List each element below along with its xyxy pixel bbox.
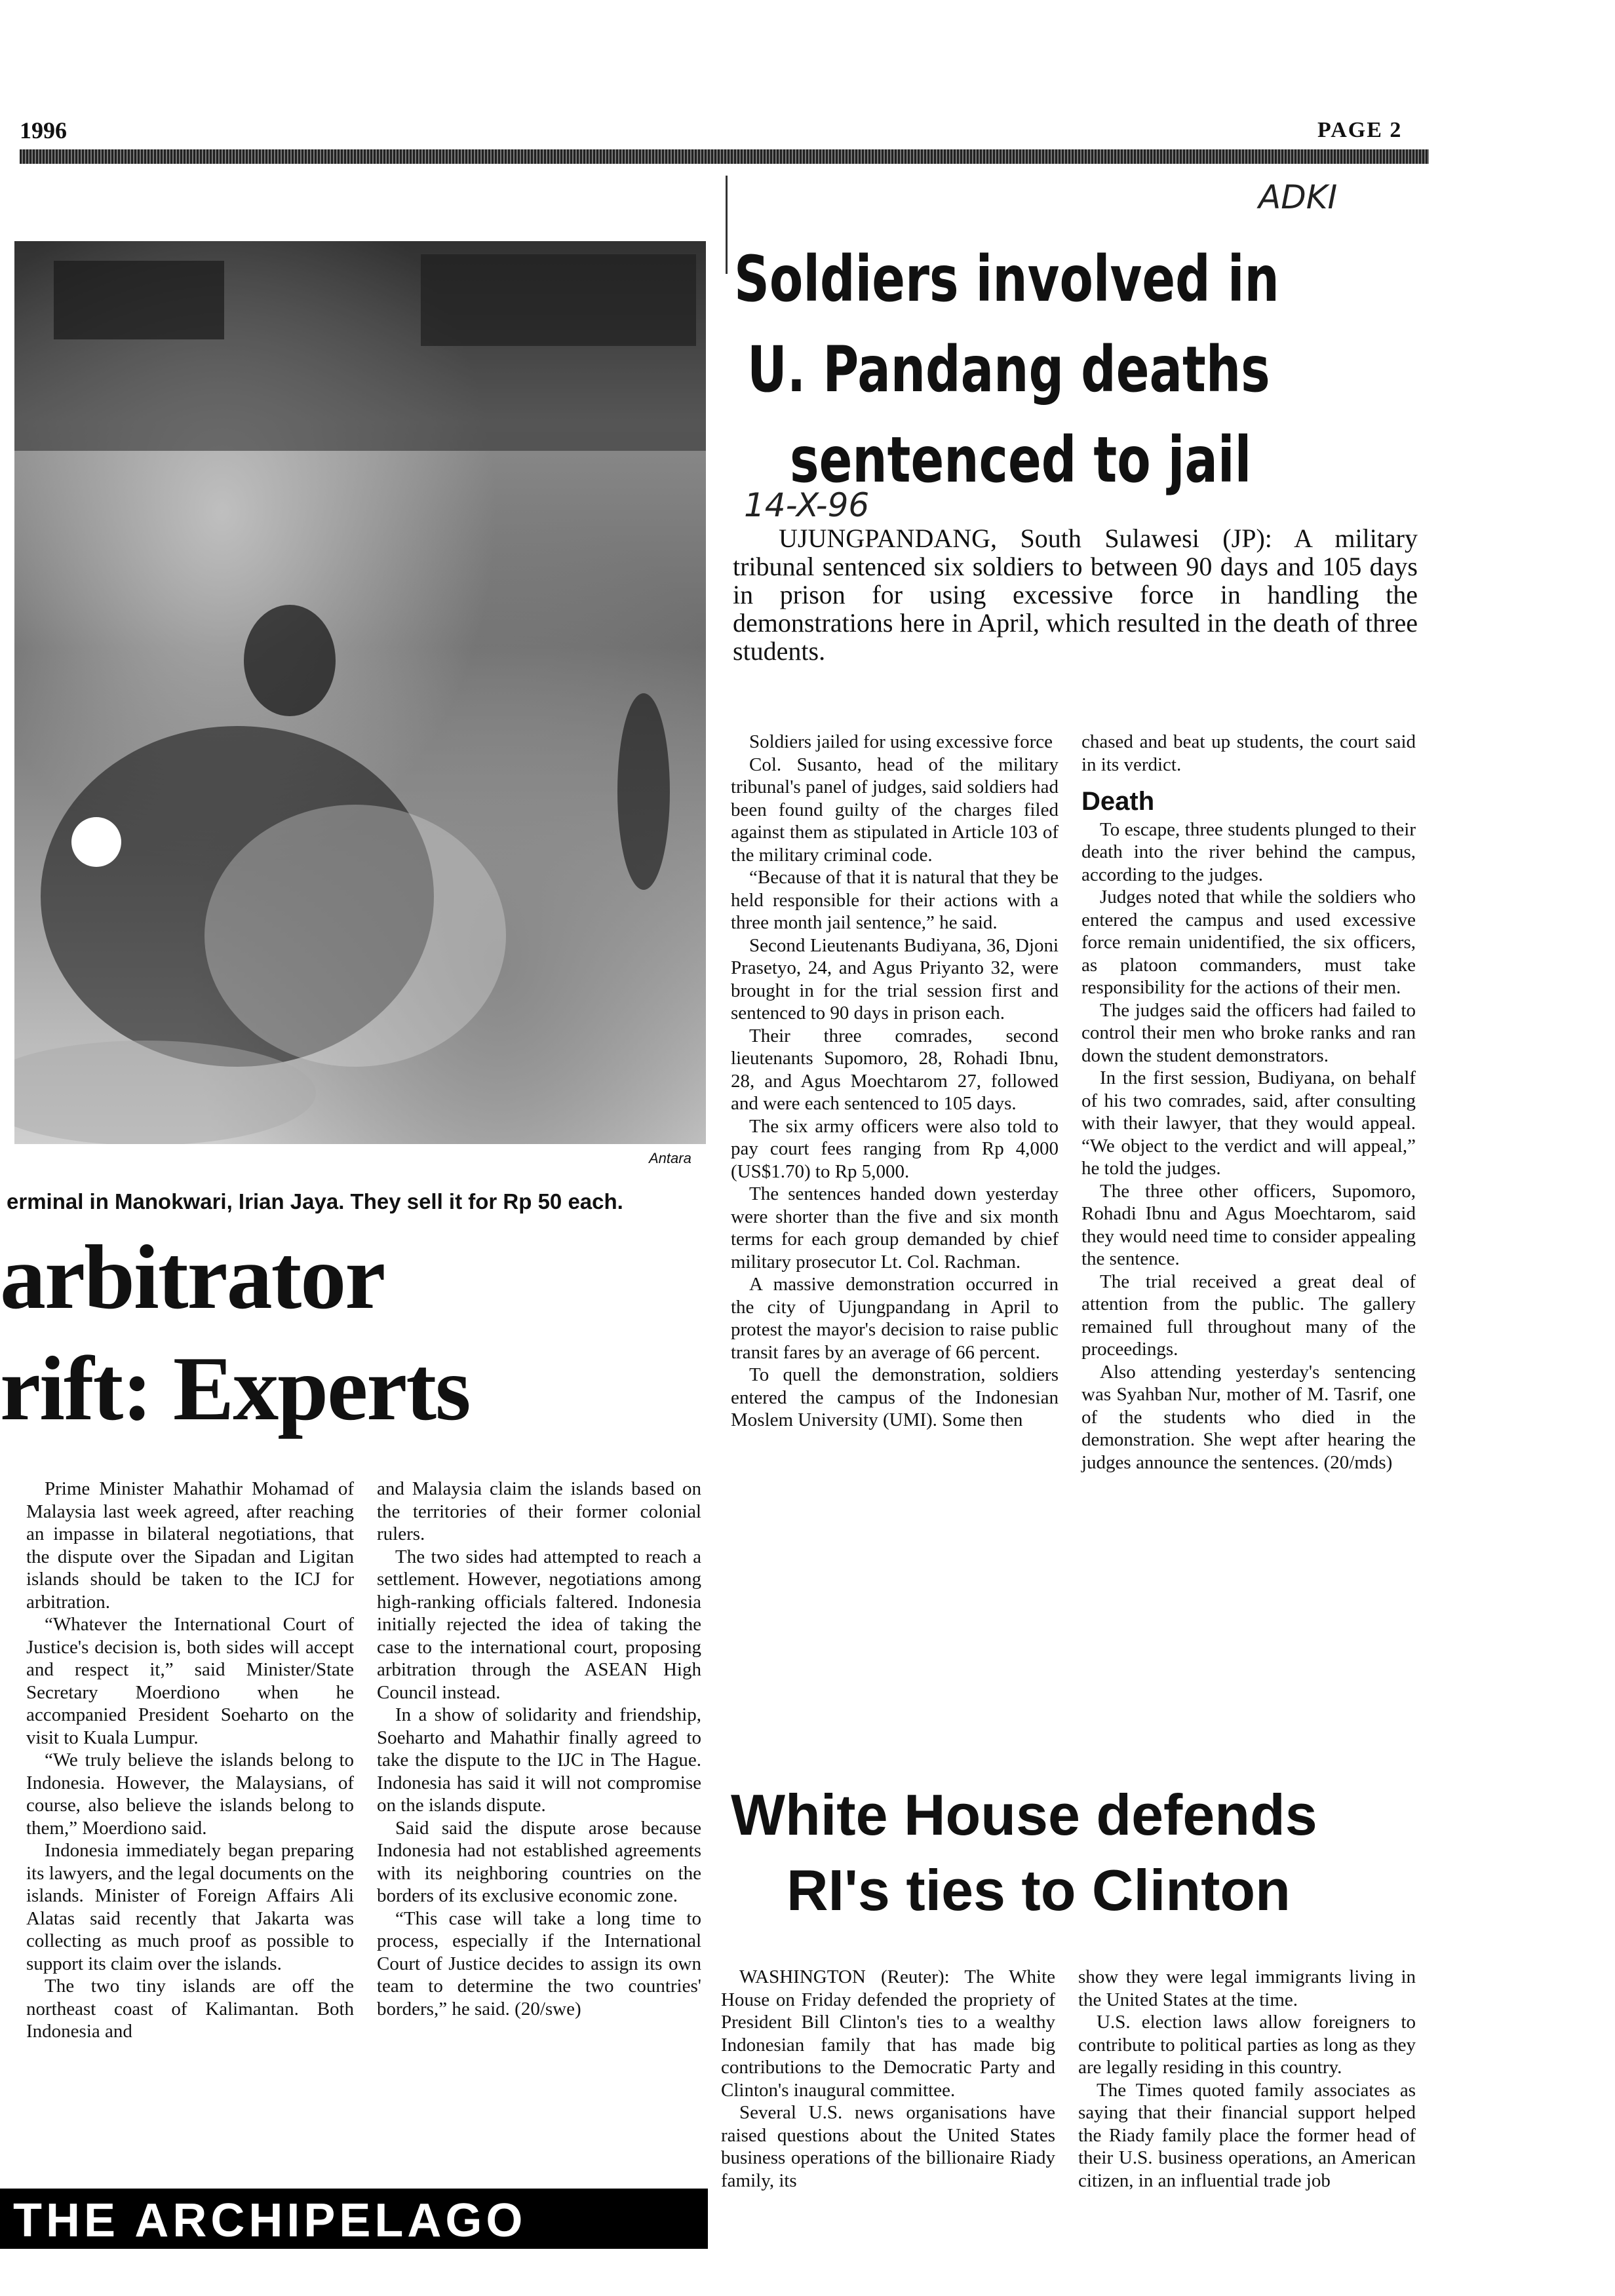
photo-credit: Antara xyxy=(649,1150,691,1166)
paragraph: Said said the dispute arose because Indonesia had not established agreements with its neighboring countries on the borders of its exclusive economic zone. xyxy=(377,1817,701,1906)
arbitrator-headline-line-2: rift: Experts xyxy=(0,1338,470,1440)
paragraph: The three other officers, Supomoro, Rohadi Ibnu and Agus Moechtarom, said they would need time to consider appealing the sentence. xyxy=(1081,1180,1416,1269)
page-number: PAGE 2 xyxy=(1317,118,1403,142)
header-rule xyxy=(20,149,1429,164)
paragraph: The sentences handed down yesterday were shorter than the five and six month terms for each group demanded by chief military prosecutor Lt. Col. Rachman. xyxy=(731,1183,1059,1272)
paragraph: In the first session, Budiyana, on behalf of his two comrades, said, after consulting with their lawyer, that they would appeal. “We object to the verdict and will appeal,” he told the judges. xyxy=(1081,1067,1416,1179)
paragraph: show they were legal immigrants living in the United States at the time. xyxy=(1078,1966,1416,2010)
whitehouse-column-2 xyxy=(1078,1966,1416,2192)
paragraph: Indonesia immediately began preparing its lawyers, and the legal documents on the islands. Minister of Foreign Affairs Ali Alatas said recently that Jakarta was collecting as much proof as possible to support its claim over the islands. xyxy=(26,1840,354,1974)
paragraph: Their three comrades, second lieutenants Supomoro, 28, Rohadi Ibnu, 28, and Agus Moechtarom 27, followed and were each sentenced to 105 days. xyxy=(731,1025,1059,1114)
section-banner xyxy=(0,2189,708,2249)
soldiers-headline-line-1: Soldiers involved in xyxy=(734,242,1279,316)
whitehouse-column-1 xyxy=(721,1966,1055,2192)
paragraph: Judges noted that while the soldiers who entered the campus and used excessive force remain unidentified, the six officers, as platoon commanders, must take responsibility for the actions of their men. xyxy=(1081,887,1416,998)
paragraph: “Because of that it is natural that they be held responsible for their actions with a three month jail sentence,” he said. xyxy=(731,867,1059,933)
soldiers-column-2 xyxy=(1081,731,1416,1474)
arbitrator-headline-line-1: arbitrator xyxy=(0,1227,385,1328)
whitehouse-headline-line-2: RI's ties to Clinton xyxy=(787,1858,1291,1923)
handwritten-initials: ADKI xyxy=(1258,178,1338,216)
soldiers-lead: UJUNGPANDANG, South Sulawesi (JP): A military tribunal sentenced six soldiers to between 90 days and 105 days in prison for using excessive force in handling the demonstrations here in April, which resulted in the death of three students. xyxy=(733,524,1418,666)
paragraph: and Malaysia claim the islands based on the territories of their former colonial rulers. xyxy=(377,1478,701,1544)
year-label: 1996 xyxy=(20,117,67,144)
paragraph: Second Lieutenants Budiyana, 36, Djoni Prasetyo, 24, and Agus Priyanto 32, were brought in for the trial session first and sentenced to 90 days in prison each. xyxy=(731,934,1059,1024)
paragraph: The Times quoted family associates as saying that their financial support helped the Riady family place the former head of their U.S. business operations, an American citizen, in an influential trade job xyxy=(1078,2079,1416,2191)
paragraph: “We truly believe the islands belong to Indonesia. However, the Malaysians, of course, also believe the islands belong to them,” Moerdiono said. xyxy=(26,1750,354,1839)
paragraph: “This case will take a long time to process, especially if the International Court of Justice decides to assign its own team to determine the two countries' borders,” he said. (20/swe) xyxy=(377,1907,701,2019)
paragraph: The judges said the officers had failed to control their men who broke ranks and ran down the student demonstrators. xyxy=(1081,999,1416,1066)
whitehouse-headline-line-1: White House defends xyxy=(731,1782,1317,1847)
soldiers-headline-line-3: sentenced to jail xyxy=(790,423,1252,497)
paragraph: WASHINGTON (Reuter): The White House on Friday defended the propriety of President Bill Clinton's ties to a wealthy Indonesian family that has made big contributions to the Democratic Party and Clinton's inaugural committee. xyxy=(721,1966,1055,2101)
soldiers-headline-line-2: U. Pandang deaths xyxy=(747,333,1270,406)
paragraph: The two tiny islands are off the northeast coast of Kalimantan. Both Indonesia and xyxy=(26,1976,354,2042)
paragraph: Soldiers jailed for using excessive force xyxy=(749,731,1053,752)
handwritten-date: 14-X-96 xyxy=(744,486,870,524)
paragraph: chased and beat up students, the court said in its verdict. xyxy=(1081,731,1416,775)
paragraph: In a show of solidarity and friendship, Soeharto and Mahathir finally agreed to take the dispute to the IJC in The Hague. Indonesia has said it will not compromise on the islands dispute. xyxy=(377,1704,701,1816)
subhead-death: Death xyxy=(1081,787,1155,816)
soldiers-column-1 xyxy=(731,731,1059,1432)
arbitrator-column-1 xyxy=(26,1478,354,2043)
paragraph: Col. Susanto, head of the military tribunal's panel of judges, said soldiers had been found guilty of the charges filed against them as stipulated in Article 103 of the military criminal code. xyxy=(731,754,1059,866)
paragraph: The trial received a great deal of attention from the public. The gallery remained full throughout many of the proceedings. xyxy=(1081,1271,1416,1360)
arbitrator-column-2 xyxy=(377,1478,701,2020)
paragraph: To quell the demonstration, soldiers entered the campus of the Indonesian Moslem University (UMI). Some then xyxy=(731,1364,1059,1430)
paragraph: The two sides had attempted to reach a settlement. However, negotiations among high-ranking officials faltered. Indonesia initially rejected the idea of taking the case to the international court, proposing arbitration through the ASEAN High Council instead. xyxy=(377,1546,701,1703)
paragraph: Also attending yesterday's sentencing was Syahban Nur, mother of M. Tasrif, one of the students who died in the demonstration. She wept after hearing the judges announce the sentences. (20/mds) xyxy=(1081,1361,1416,1473)
paragraph: To escape, three students plunged to their death into the river behind the campus, according to the judges. xyxy=(1081,818,1416,885)
paragraph: Several U.S. news organisations have raised questions about the United States business operations of the billionaire Riady family, its xyxy=(721,2102,1055,2191)
photo-caption: erminal in Manokwari, Irian Jaya. They sell it for Rp 50 each. xyxy=(7,1189,623,1214)
paragraph: Prime Minister Mahathir Mohamad of Malaysia last week agreed, after reaching an impasse in bilateral negotiations, that the dispute over the Sipadan and Ligitan islands should be taken to the ICJ for arbitration. xyxy=(26,1478,354,1613)
news-photo xyxy=(14,241,706,1144)
margin-bracket xyxy=(726,176,728,274)
paragraph: A massive demonstration occurred in the city of Ujungpandang in April to protest the mayor's decision to raise public transit fares by an average of 66 percent. xyxy=(731,1274,1059,1363)
paragraph: The six army officers were also told to pay court fees ranging from Rp 4,000 (US$1.70) to Rp 5,000. xyxy=(731,1115,1059,1182)
paragraph: U.S. election laws allow foreigners to contribute to political parties as long as they are legally residing in this country. xyxy=(1078,2012,1416,2078)
paragraph: “Whatever the International Court of Justice's decision is, both sides will accept and respect it,” said Minister/State Secretary Moerdiono when he accompanied President Soeharto on the visit to Kuala Lumpur. xyxy=(26,1614,354,1748)
section-banner-label: THE ARCHIPELAGO xyxy=(13,2194,527,2247)
